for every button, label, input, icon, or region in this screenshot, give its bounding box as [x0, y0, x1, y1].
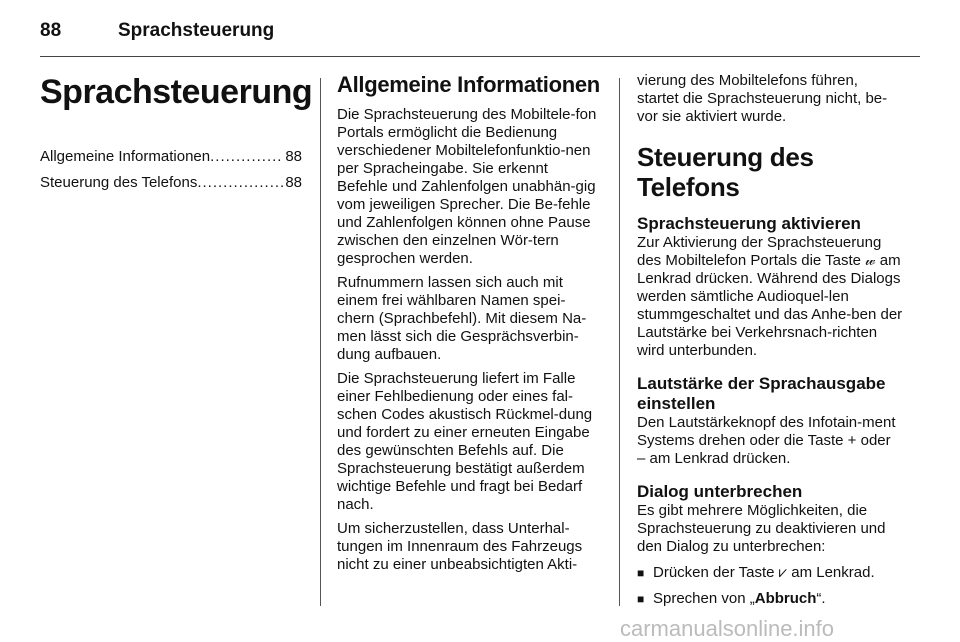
bullet-prefix: Sprechen von „ [653, 590, 755, 607]
paragraph: Um sicherzustellen, dass Unterhal-tungen im Innenraum des Fahrzeugs nicht zu einer unbeabsichtigten Akti- [337, 520, 583, 573]
paragraph: Es gibt mehrere Möglichkeiten, die Sprachsteuerung zu deaktivieren und den Dialog zu unterbrechen: [637, 502, 886, 555]
subsection-activate [637, 214, 903, 360]
chapter-title: Sprachsteuerung [40, 73, 313, 111]
column-divider-2 [619, 78, 620, 606]
toc-dot-leader [197, 172, 283, 194]
subsection-title: Sprachsteuerung aktivieren [637, 214, 861, 233]
paragraph: Rufnummern lassen sich auch mit einem frei wählbaren Namen spei-chern (Sprachbefehl). Mit diesem Na-men lässt sich die Gesprächsverbin-dung aufbauen. [337, 274, 587, 363]
bullet-list [637, 564, 903, 608]
paragraph: Zur Aktivierung der Sprachsteuerung des Mobiltelefon Portals die Taste 𝓌 am Lenkrad drücken. Während des Dialogs werden sämtliche Audioquel-len stummgeschaltet und das Anhe-ben der Lautstärke bei Verkehrsnach-richten wird unterbunden. [637, 234, 903, 359]
paragraph: Die Sprachsteuerung liefert im Falle einer Fehlbedienung oder eines fal-schen Codes akustisch Rückmel-dung und fordert zu einer erneuten Eingabe des gewünschten Befehls auf. Die Sprachsteuerung bestätigt außerdem wichtige Befehle und fragt bei Bedarf nach. [337, 370, 593, 513]
paragraph: Den Lautstärkeknopf des Infotain-ment Systems drehen oder die Taste + oder – am Lenkrad drücken. [637, 414, 896, 467]
bullet-suffix: “. [816, 590, 826, 607]
toc-dot-leader [210, 146, 283, 168]
section-heading: Allgemeine Informationen [337, 72, 600, 97]
bullet-item: ■ Drücken der Taste ⩗ am Lenkrad. [637, 564, 903, 582]
subsection-title: Lautstärke der Sprachausgabe einstellen [637, 374, 886, 413]
column-phone-control [637, 72, 903, 616]
watermark: carmanualsonline.info [620, 616, 835, 641]
bullet-item [637, 590, 903, 608]
toc-entry-label: Allgemeine Informationen [40, 148, 211, 165]
command-word: Abbruch [754, 590, 817, 607]
section-heading: Steuerung des Telefons [637, 142, 814, 202]
toc-entry-page: 88 [285, 174, 302, 191]
column-general-info [337, 72, 602, 580]
subsection-volume [637, 374, 903, 468]
header-divider [40, 56, 920, 57]
paragraph: Die Sprachsteuerung des Mobiltele-fon Portals ermöglicht die Bedienung verschiedener Mobiltelefonfunktio-nen per Spracheingabe. Sie erkennt Befehle und Zahlenfolgen unabhän-gig vom jeweiligen Sprecher. Die Be-fehle und Zahlenfolgen können ohne Pause zwischen den einzelnen Wör-tern gesprochen werden. [337, 106, 597, 267]
toc-entry[interactable] [40, 172, 302, 194]
toc-entry-page: 88 [285, 148, 302, 165]
subsection-interrupt [637, 482, 903, 608]
toc-entry[interactable] [40, 146, 302, 168]
page-number: 88 [40, 20, 62, 41]
paragraph-continuation: vierung des Mobiltelefons führen, startet die Sprachsteuerung nicht, be-vor sie aktiviert wurde. [637, 72, 888, 125]
page-header [40, 20, 920, 44]
toc-entry-label: Steuerung des Telefons [40, 174, 198, 191]
column-divider-1 [320, 78, 321, 606]
subsection-title: Dialog unterbrechen [637, 482, 803, 501]
header-title: Sprachsteuerung [118, 20, 275, 41]
column-toc [40, 72, 313, 198]
